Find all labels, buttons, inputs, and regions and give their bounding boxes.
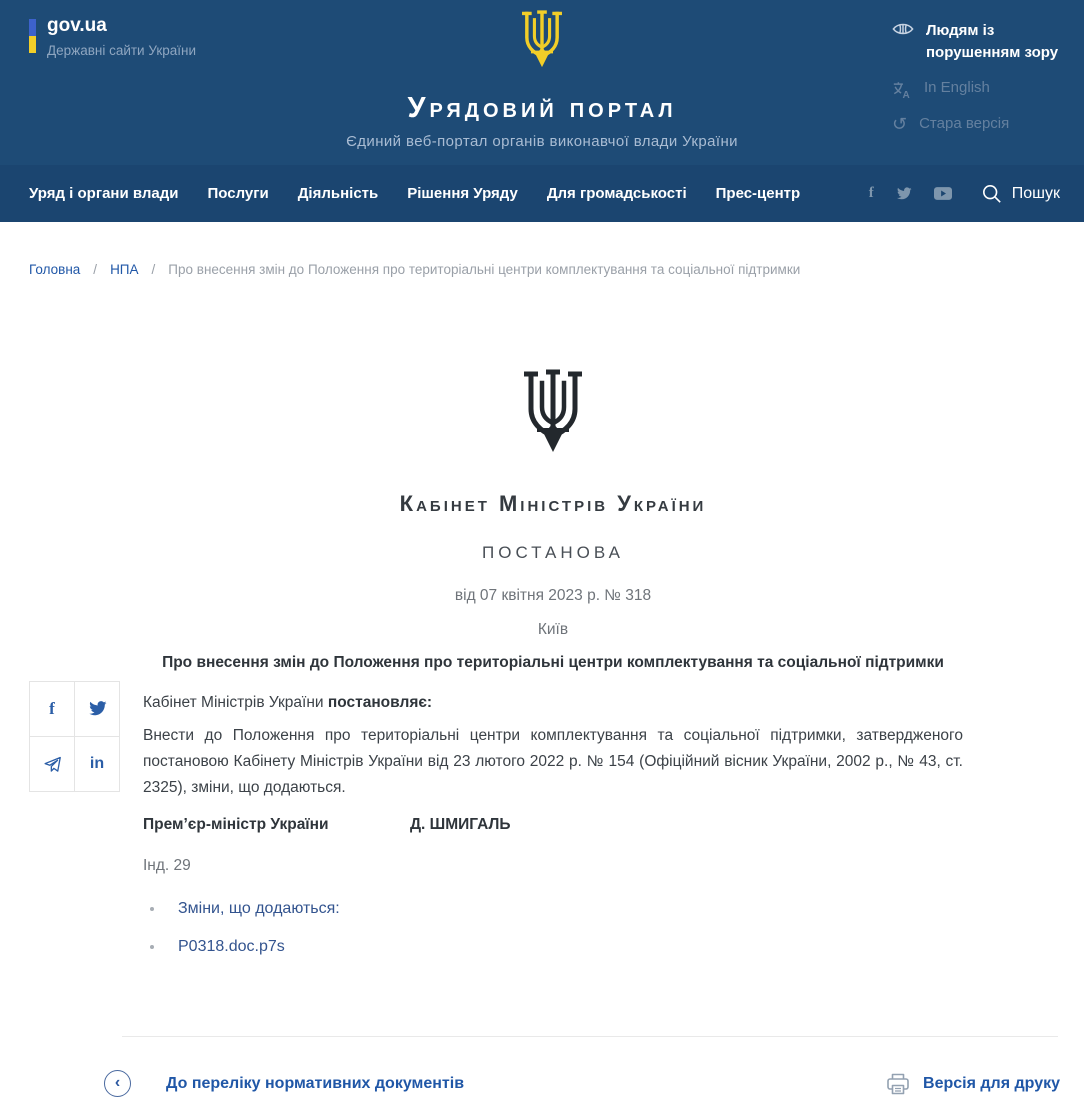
breadcrumb-npa[interactable]: НПА <box>110 262 139 277</box>
translate-icon <box>892 80 912 100</box>
share-telegram-button[interactable] <box>30 737 75 792</box>
history-icon: ↺ <box>892 113 908 135</box>
nav-item-government[interactable]: Уряд і органи влади <box>29 185 179 202</box>
search-label: Пошук <box>1011 184 1060 202</box>
utility-links <box>892 20 1060 134</box>
footer-divider <box>122 1036 1058 1037</box>
signature-name: Д. ШМИГАЛЬ <box>410 816 511 833</box>
ukraine-flag-icon <box>29 19 36 53</box>
accessibility-link[interactable]: Людям із порушенням зору <box>892 20 1060 64</box>
coat-of-arms-icon <box>523 369 583 459</box>
back-button[interactable] <box>104 1070 131 1097</box>
chevron-left-icon: ‹ <box>114 1073 121 1091</box>
breadcrumb-current: Про внесення змін до Положення про територіальні центри комплектування та соціальної підтримки <box>168 262 801 277</box>
nav-item-press[interactable]: Прес-центр <box>715 185 801 202</box>
signature-row <box>143 816 963 834</box>
share-twitter-button[interactable] <box>75 682 120 737</box>
printer-icon <box>886 1073 910 1095</box>
list-item <box>143 938 963 956</box>
govua-subtitle: Державні сайти України <box>47 42 196 58</box>
facebook-icon: f <box>49 699 55 718</box>
document-type: ПОСТАНОВА <box>482 543 624 562</box>
footer-actions <box>0 1070 1084 1097</box>
share-linkedin-button[interactable] <box>75 737 120 792</box>
back-to-list-link[interactable]: До переліку нормативних документів <box>166 1074 465 1092</box>
attachment-link-file[interactable]: P0318.doc.p7s <box>178 938 285 955</box>
old-version-link[interactable]: ↺ Стара версія <box>892 113 1010 135</box>
breadcrumb: Головна / НПА / Про внесення змін до Положення про територіальні центри комплектування та соціальної підтримки <box>29 262 801 277</box>
eye-icon <box>892 21 914 37</box>
twitter-icon[interactable] <box>896 187 912 201</box>
share-buttons <box>29 681 120 792</box>
language-switch-link[interactable]: A In English <box>892 79 1060 100</box>
document-city: Київ <box>537 621 569 638</box>
site-header <box>0 0 1084 165</box>
search-button[interactable] <box>982 184 1060 204</box>
document-content <box>143 369 963 956</box>
document-index: Інд. 29 <box>143 857 191 874</box>
signature-role: Прем’єр-міністр України <box>143 816 329 833</box>
list-item <box>143 900 963 918</box>
attachment-list <box>143 900 963 956</box>
trident-icon <box>521 10 563 72</box>
document-org: Кабінет Міністрів України <box>399 491 707 516</box>
facebook-icon[interactable]: f <box>868 185 874 201</box>
attachment-link-changes[interactable]: Зміни, що додаються: <box>178 900 340 917</box>
bullet-dot <box>150 945 154 949</box>
share-facebook-button[interactable] <box>30 682 75 737</box>
document-preamble: Кабінет Міністрів України постановляє: <box>143 694 433 711</box>
twitter-icon <box>88 701 107 717</box>
breadcrumb-home[interactable]: Головна <box>29 262 81 277</box>
nav-item-activity[interactable]: Діяльність <box>297 185 379 202</box>
youtube-icon[interactable] <box>934 187 952 200</box>
document-body: Внести до Положення про територіальні центри комплектування та соціальної підтримки, затвердженого постановою Кабінету Міністрів України від 23 лютого 2022 р. № 154 (Офіційний вісник України, 2002 р., № 43, ст. 2325), зміни, що додаються. <box>143 727 963 796</box>
document-title: Про внесення змін до Положення про територіальні центри комплектування та соціальної підтримки <box>162 654 944 671</box>
bullet-dot <box>150 907 154 911</box>
nav-item-public[interactable]: Для громадськості <box>546 185 687 202</box>
svg-text:A: A <box>902 89 910 100</box>
site-subtitle: Єдиний веб-портал органів виконавчої влади України <box>346 133 738 150</box>
search-icon <box>982 184 1002 204</box>
print-version-link[interactable]: Версія для друку <box>923 1074 1060 1092</box>
linkedin-icon: in <box>89 755 105 772</box>
govua-title: gov.ua <box>47 15 107 36</box>
document-date: від 07 квітня 2023 р. № 318 <box>454 587 652 604</box>
main-navigation <box>0 165 1084 222</box>
nav-item-decisions[interactable]: Рішення Уряду <box>407 185 518 202</box>
govua-brand-link[interactable] <box>29 16 196 58</box>
nav-item-services[interactable]: Послуги <box>207 185 269 202</box>
site-title: Урядовий портал <box>407 92 677 124</box>
telegram-icon <box>43 756 62 773</box>
